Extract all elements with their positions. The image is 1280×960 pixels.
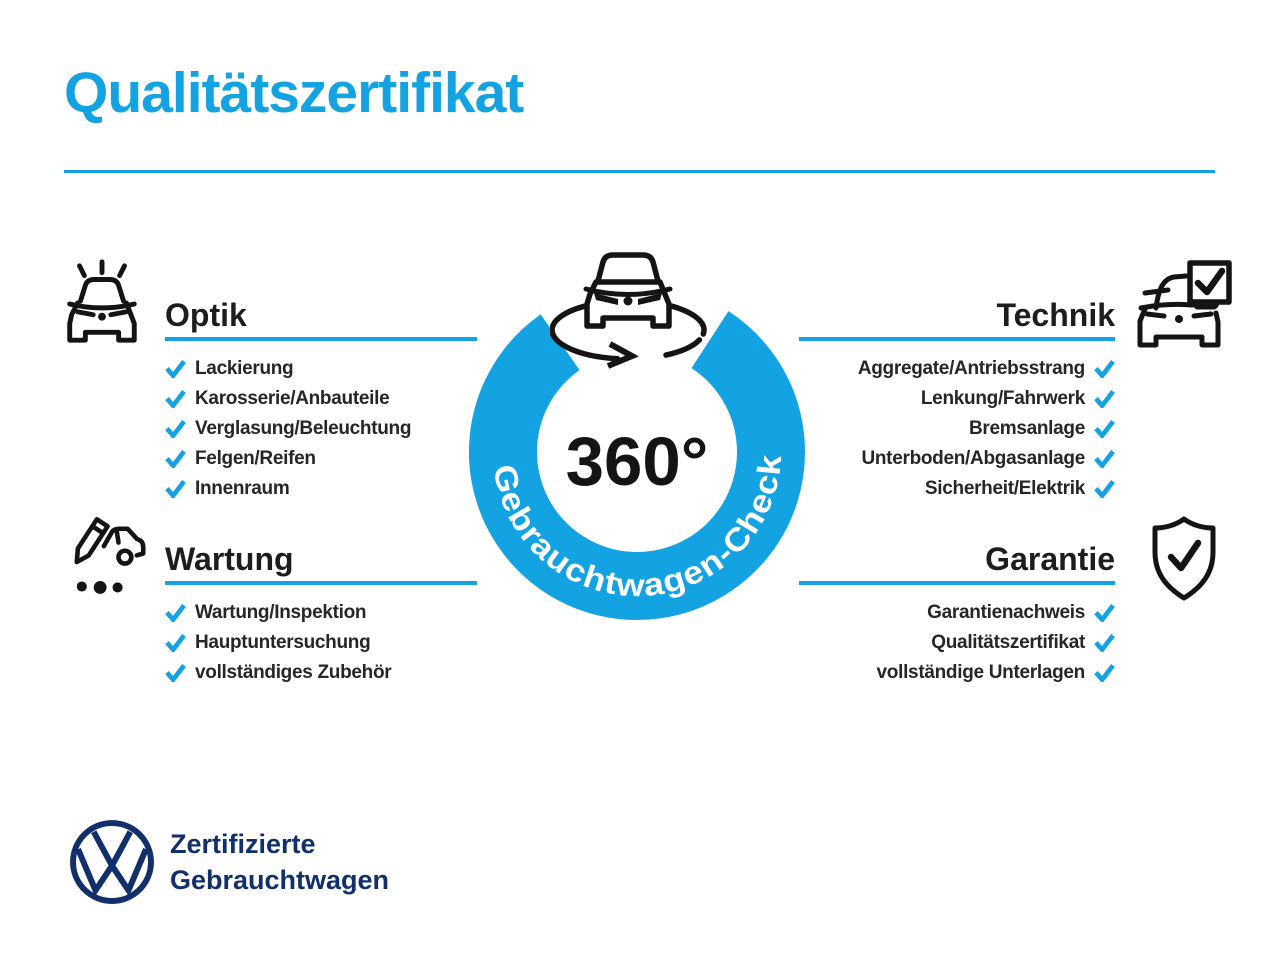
check-icon bbox=[165, 360, 186, 378]
car-checkbox-icon bbox=[1133, 258, 1233, 352]
section-underline bbox=[799, 337, 1115, 341]
pencil bbox=[71, 519, 107, 565]
vw-logo-w bbox=[78, 849, 146, 890]
checklist-item bbox=[165, 444, 477, 474]
check-icon bbox=[1094, 360, 1115, 378]
checklist-item bbox=[165, 354, 477, 384]
dot-2 bbox=[94, 581, 107, 594]
section-underline bbox=[165, 581, 477, 585]
item-label: Lackierung bbox=[195, 358, 294, 379]
checklist-item bbox=[165, 384, 477, 414]
checklist-garantie bbox=[799, 598, 1115, 688]
item-label: Garantienachweis bbox=[927, 602, 1085, 623]
checklist-item bbox=[799, 354, 1115, 384]
page-title: Qualitätszertifikat bbox=[64, 61, 524, 125]
check-icon bbox=[165, 634, 186, 652]
check-icon bbox=[1094, 450, 1115, 468]
section-title-garantie: Garantie bbox=[985, 541, 1115, 577]
checklist-item bbox=[799, 474, 1115, 504]
footer-brand-text bbox=[170, 826, 389, 898]
title-divider bbox=[64, 170, 1215, 173]
item-label: Qualitätszertifikat bbox=[931, 632, 1085, 653]
ring-curved-text: Gebrauchtwagen-Check bbox=[486, 454, 789, 604]
section-underline bbox=[799, 581, 1115, 585]
checklist-item bbox=[165, 598, 477, 628]
section-title-technik: Technik bbox=[996, 297, 1115, 333]
checklist-item bbox=[799, 414, 1115, 444]
item-label: vollständige Unterlagen bbox=[876, 662, 1085, 683]
item-label: Hauptuntersuchung bbox=[195, 632, 371, 653]
car-roof bbox=[598, 255, 658, 281]
shield-check bbox=[1171, 543, 1198, 568]
check-icon bbox=[1094, 634, 1115, 652]
section-optik bbox=[165, 297, 477, 504]
check-icon bbox=[1094, 480, 1115, 498]
checklist-item bbox=[165, 414, 477, 444]
rotation-arrow-head bbox=[608, 344, 632, 366]
checklist-technik bbox=[799, 354, 1115, 504]
check-icon bbox=[1094, 604, 1115, 622]
item-label: Felgen/Reifen bbox=[195, 448, 316, 469]
dot-1 bbox=[77, 581, 87, 591]
item-label: Karosserie/Anbauteile bbox=[195, 388, 390, 409]
item-label: Innenraum bbox=[195, 478, 290, 499]
checklist-wartung bbox=[165, 598, 477, 688]
check-icon bbox=[165, 604, 186, 622]
item-label: Verglasung/Beleuchtung bbox=[195, 418, 412, 439]
check-icon bbox=[1094, 420, 1115, 438]
dot-3 bbox=[113, 582, 123, 592]
check-icon bbox=[1094, 390, 1115, 408]
checklist-item bbox=[799, 444, 1115, 474]
check-icon bbox=[165, 480, 186, 498]
checklist-optik bbox=[165, 354, 477, 504]
checklist-item bbox=[165, 628, 477, 658]
checklist-item bbox=[799, 658, 1115, 688]
item-label: Wartung/Inspektion bbox=[195, 602, 367, 623]
car-emblem-dot bbox=[624, 297, 633, 306]
rotation-arrow-arc-short bbox=[666, 340, 699, 355]
check-icon bbox=[165, 420, 186, 438]
section-underline bbox=[165, 337, 477, 341]
item-label: Bremsanlage bbox=[968, 418, 1085, 439]
section-title-wartung: Wartung bbox=[165, 541, 294, 577]
degree-label: 360° bbox=[565, 423, 709, 500]
item-label: Unterboden/Abgasanlage bbox=[861, 448, 1085, 469]
check-icon bbox=[165, 390, 186, 408]
checklist-item bbox=[799, 384, 1115, 414]
section-technik bbox=[799, 297, 1115, 504]
checklist-item bbox=[165, 474, 477, 504]
footer-line-2: Gebrauchtwagen bbox=[170, 865, 390, 895]
checklist-item bbox=[799, 598, 1115, 628]
item-label: Lenkung/Fahrwerk bbox=[920, 388, 1085, 409]
shield-check-icon bbox=[1150, 516, 1218, 602]
check-icon bbox=[165, 450, 186, 468]
vw-logo bbox=[68, 818, 156, 906]
sparkle-left bbox=[80, 266, 85, 276]
section-garantie bbox=[799, 541, 1115, 688]
sparkle-right bbox=[120, 266, 125, 276]
check-icon bbox=[165, 664, 186, 682]
rotating-car-icon bbox=[550, 249, 725, 371]
pencil-car-checklist-icon bbox=[58, 514, 146, 604]
item-label: Aggregate/Antriebsstrang bbox=[857, 358, 1085, 379]
item-label: vollständiges Zubehör bbox=[195, 662, 392, 683]
section-wartung bbox=[165, 541, 477, 688]
check-icon bbox=[1094, 664, 1115, 682]
item-label: Sicherheit/Elektrik bbox=[924, 478, 1085, 499]
sparkling-car-icon bbox=[57, 256, 147, 348]
checklist-item bbox=[799, 628, 1115, 658]
section-title-optik: Optik bbox=[165, 297, 247, 333]
car-wheel bbox=[119, 551, 132, 564]
footer-line-1: Zertifizierte bbox=[170, 829, 316, 859]
checklist-item bbox=[165, 658, 477, 688]
